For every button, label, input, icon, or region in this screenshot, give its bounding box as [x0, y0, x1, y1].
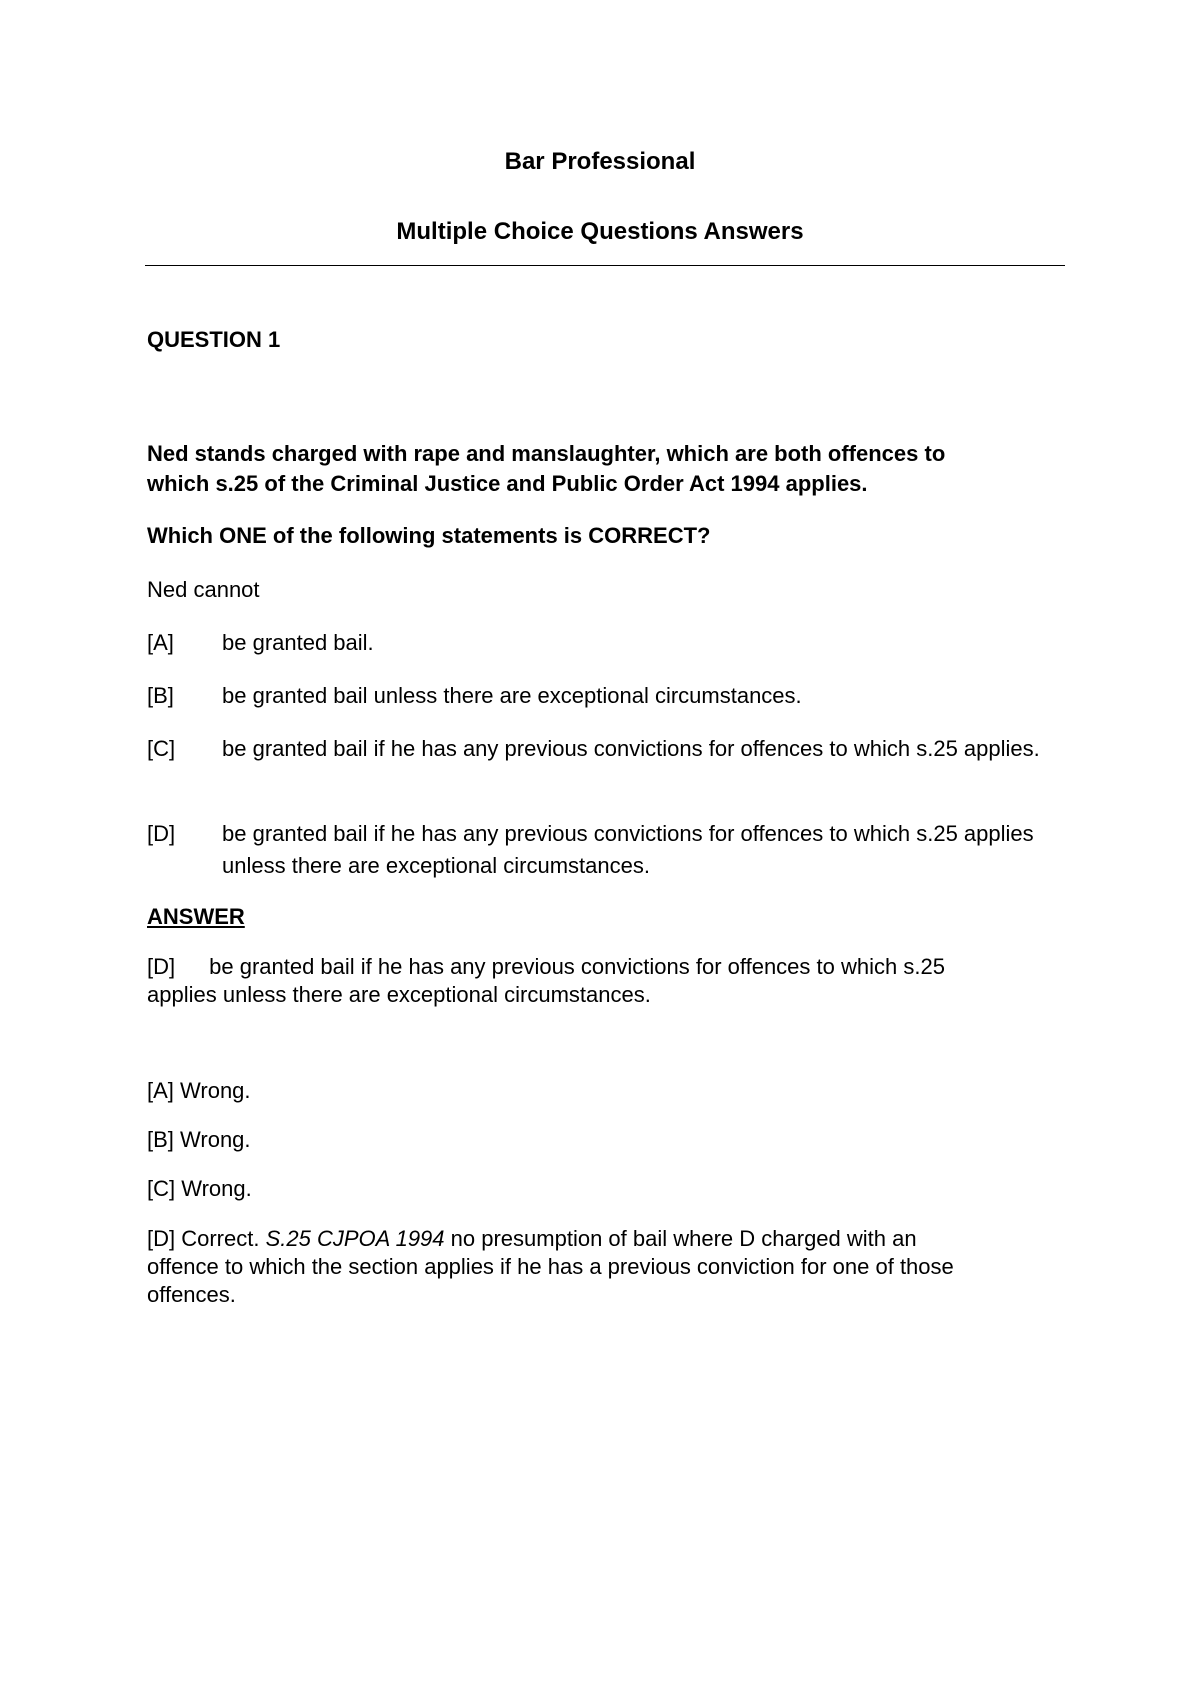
explanation-a: [A] Wrong.: [147, 1078, 251, 1103]
option-c-text: be granted bail if he has any previous convictions for offences to which s.25 applies.: [222, 736, 1040, 761]
answer-line-2: applies unless there are exceptional circumstances.: [147, 982, 651, 1007]
question-prompt: Which ONE of the following statements is CORRECT?: [147, 523, 711, 548]
option-a-label: [A]: [147, 630, 174, 655]
explanation-d-line-2: offence to which the section applies if he has a previous conviction for one of those: [147, 1254, 954, 1279]
document-title: Bar Professional: [504, 148, 696, 175]
answer-heading: ANSWER: [147, 904, 245, 929]
question-heading: QUESTION 1: [147, 327, 281, 352]
question-stem-line-1: Ned stands charged with rape and manslaughter, which are both offences to: [147, 441, 946, 466]
question-stem-line-2: which s.25 of the Criminal Justice and Public Order Act 1994 applies.: [147, 471, 868, 496]
option-b-text: be granted bail unless there are exceptional circumstances.: [222, 683, 802, 708]
question-lead: Ned cannot: [147, 577, 260, 602]
answer-line-1: [147, 953, 945, 981]
explanation-d-rest: no presumption of bail where D charged with an: [444, 1226, 917, 1251]
answer-text: be granted bail if he has any previous convictions for offences to which s.25: [209, 954, 945, 979]
title-divider: [145, 265, 1065, 266]
document-subtitle: Multiple Choice Questions Answers: [396, 218, 804, 245]
explanation-c: [C] Wrong.: [147, 1176, 252, 1201]
option-c-label: [C]: [147, 736, 176, 761]
explanation-d-line-3: offences.: [147, 1282, 236, 1307]
option-a-text: be granted bail.: [222, 630, 374, 655]
option-d-text: be granted bail if he has any previous convictions for offences to which s.25 applies unless there are exceptional circumstances.: [222, 821, 1034, 878]
option-b-label: [B]: [147, 683, 174, 708]
statute-citation: S.25 CJPOA 1994: [265, 1226, 445, 1251]
explanation-b: [B] Wrong.: [147, 1127, 251, 1152]
option-d-label: [D]: [147, 821, 176, 846]
answer-label: [D]: [147, 954, 176, 979]
explanation-d-prefix: [D] Correct.: [147, 1226, 266, 1251]
explanation-d-line-1: [147, 1225, 917, 1253]
